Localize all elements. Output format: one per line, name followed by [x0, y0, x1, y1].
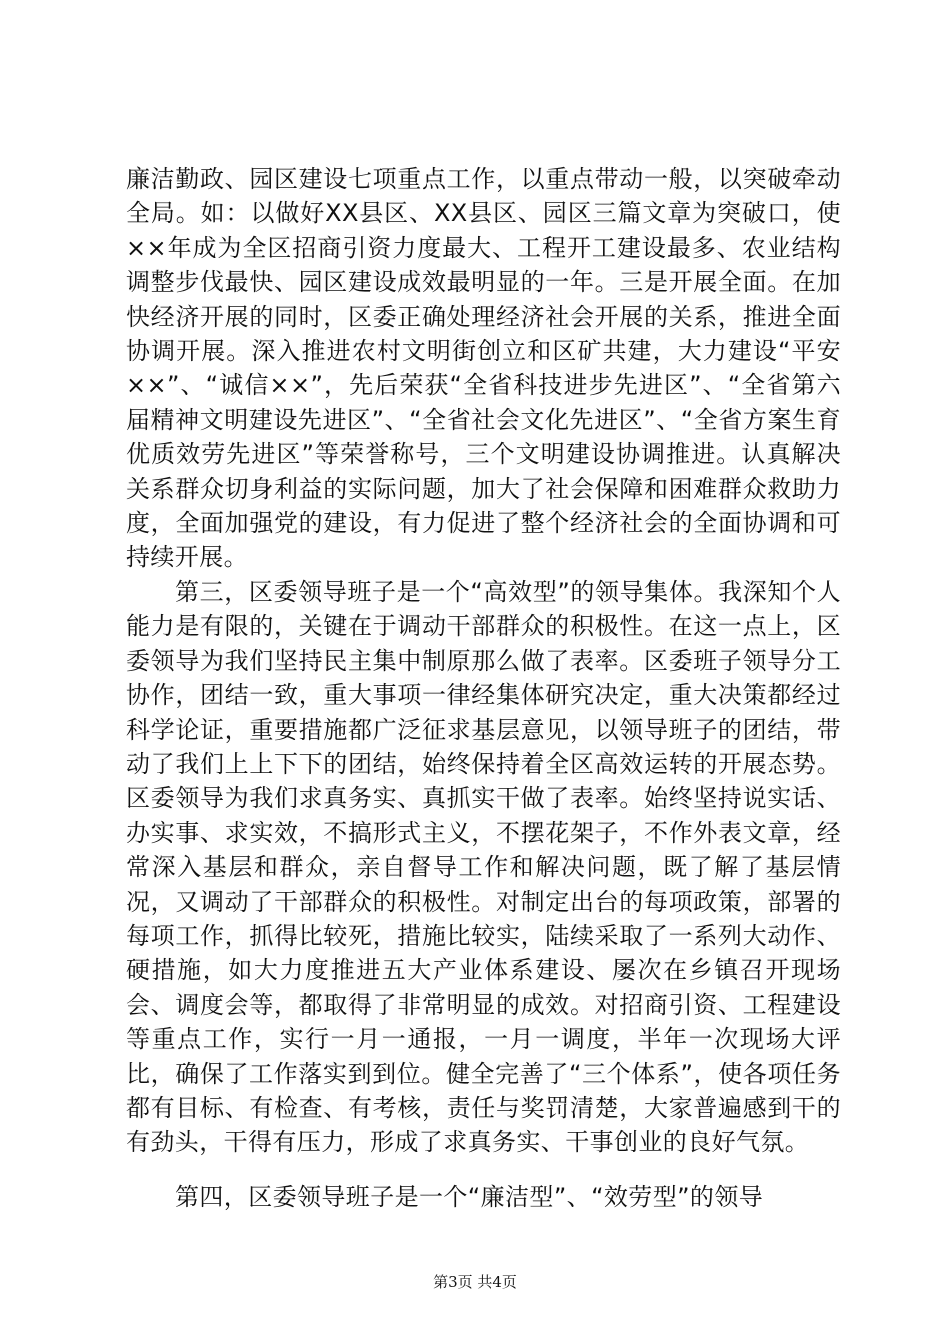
paragraph-third-point: 第三，区委领导班子是一个“高效型”的领导集体。我深知个人能力是有限的，关键在于调动干部群众的积极性。在这一点上，区委领导为我们坚持民主集中制原那么做了表率。区委班子领导分工协作，团结一致，重大事项一律经集体研究决定，重大决策都经过科学论证，重要措施都广泛征求基层意见，以领导班子的团结，带动了我们上上下下的团结，始终保持着全区高效运转的开展态势。区委领导为我们求真务实、真抓实干做了表率。始终坚持说实话、办实事、求实效，不搞形式主义，不摆花架子，不作外表文章，经常深入基层和群众，亲自督导工作和解决问题，既了解了基层情况，又调动了干部群众的积极性。对制定出台的每项政策，部署的每项工作，抓得比较死，措施比较实，陆续采取了一系列大动作、硬措施，如大力度推进五大产业体系建设、屡次在乡镇召开现场会、调度会等，都取得了非常明显的成效。对招商引资、工程建设等重点工作，实行一月一通报，一月一调度，半年一次现场大评比，确保了工作落实到到位。健全完善了“三个体系”，使各项任务都有目标、有检查、有考核，责任与奖罚清楚，大家普遍感到干的有劲头，干得有压力，形成了求真务实、干事创业的良好气氛。: [126, 577, 841, 1157]
paragraph-continued: 廉洁勤政、园区建设七项重点工作，以重点带动一般，以突破牵动全局。如：以做好XX县区、XX县区、园区三篇文章为突破口，使××年成为全区招商引资力度最大、工程开工建设最多、农业结构调整步伐最快、园区建设成效最明显的一年。三是开展全面。在加快经济开展的同时，区委正确处理经济社会开展的关系，推进全面协调开展。深入推进农村文明街创立和区矿共建，大力建设“平安××”、“诚信××”，先后荣获“全省科技进步先进区”、“全省第六届精神文明建设先进区”、“全省社会文化先进区”、“全省方案生育优质效劳先进区”等荣誉称号，三个文明建设协调推进。认真解决关系群众切身利益的实际问题，加大了社会保障和困难群众救助力度，全面加强党的建设，有力促进了整个经济社会的全面协调和可持续开展。: [126, 165, 841, 572]
page-number-footer: 第3页 共4页: [433, 1273, 517, 1291]
paragraph-fourth-point: 第四，区委领导班子是一个“廉洁型”、“效劳型”的领导: [175, 1182, 764, 1211]
document-body: [126, 162, 841, 1214]
